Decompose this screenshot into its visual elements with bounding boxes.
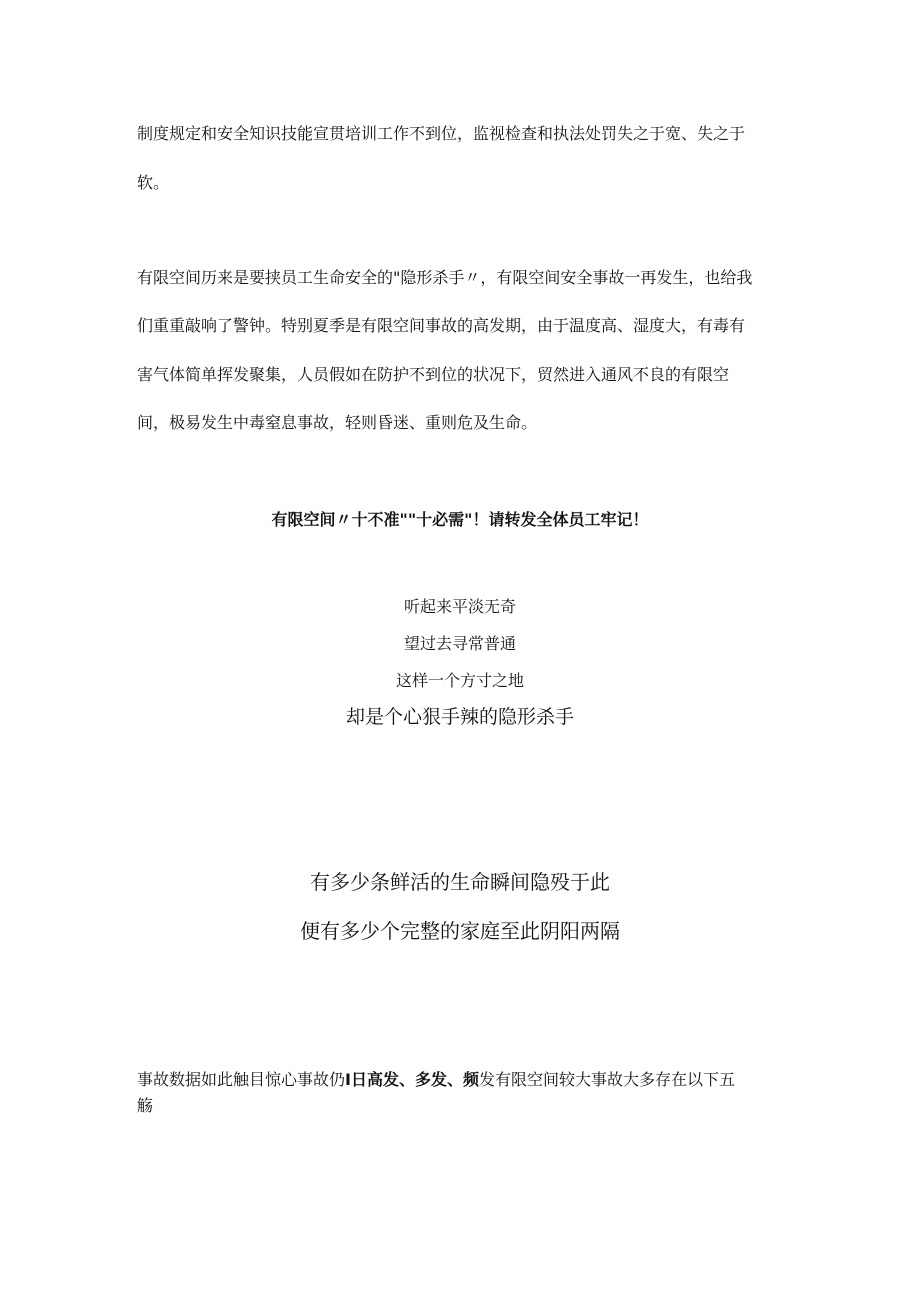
paragraph-1-line-1: 制度规定和安全知识技能宣贯培训工作不到位，监视检查和执法处罚失之于宽、失之于 — [137, 124, 746, 143]
statement-line-1: 有多少条鲜活的生命瞬间隐殁于此 — [310, 870, 610, 894]
poem-line-2: 望过去寻常普通 — [403, 634, 516, 653]
paragraph-2-line-1: 有限空间历来是要挟员工生命安全的"隐形杀手〃，有限空间安全事故一再发生，也给我 — [137, 268, 753, 287]
poem-line-1: 听起来平淡无奇 — [403, 597, 516, 616]
paragraph-1-line-2: 软。 — [137, 173, 170, 192]
paragraph-2-line-3: 害气体简单挥发聚集，人员假如在防护不到位的状况下，贸然进入通风不良的有限空 — [137, 365, 730, 384]
closing-line-2: 觞 — [137, 1096, 154, 1115]
paragraph-2-line-4: 间，极易发生中毒窒息事故，轻则昏迷、重则危及生命。 — [137, 413, 538, 432]
section-heading: 有限空间〃十不准""十必需"！请转发全体员工牢记！ — [271, 510, 649, 529]
poem-line-3: 这样一个方寸之地 — [395, 671, 524, 690]
statement-line-2: 便有多少个完整的家庭至此阴阳两隔 — [300, 919, 620, 943]
closing-line-1 — [137, 1070, 735, 1090]
paragraph-2-line-2: 们重重敲响了警钟。特别夏季是有限空间事故的高发期，由于温度高、湿度大，有毒有 — [137, 316, 746, 335]
closing-text-part-1: 事故数据如此触目惊心事故仍 — [137, 1070, 346, 1089]
poem-emphasis-line: 却是个心狠手辣的隐形杀手 — [345, 706, 574, 728]
closing-text-part-3: 发有限空间较大事故大多存在以下五 — [478, 1070, 735, 1089]
closing-bold-text: I日高发、多发、频 — [345, 1070, 479, 1089]
